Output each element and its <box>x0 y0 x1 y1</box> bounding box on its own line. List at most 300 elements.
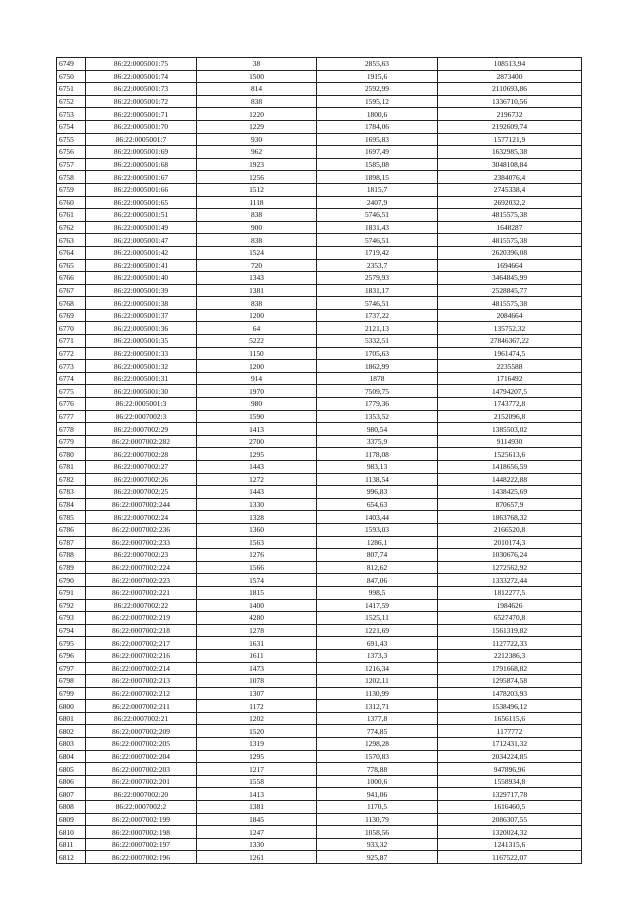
row-number-cell: 6767 <box>57 284 86 297</box>
value-cell: 9114930 <box>438 435 582 448</box>
rate-cell: 1737,22 <box>317 309 438 322</box>
area-cell: 1295 <box>197 448 317 461</box>
cadastral-number-cell: 86:22:0007002:233 <box>86 536 197 549</box>
cadastral-number-cell: 86:22:0005001:47 <box>86 234 197 247</box>
rate-cell: 1878 <box>317 372 438 385</box>
cadastral-number-cell: 86:22:0007002:244 <box>86 498 197 511</box>
rate-cell: 774,85 <box>317 725 438 738</box>
table-row <box>57 120 582 133</box>
row-number-cell: 6780 <box>57 448 86 461</box>
table-row <box>57 259 582 272</box>
value-cell: 1961474,5 <box>438 347 582 360</box>
cadastral-number-cell: 86:22:0007002:216 <box>86 649 197 662</box>
cadastral-number-cell: 86:22:0007002:201 <box>86 775 197 788</box>
cadastral-number-cell: 86:22:0007002:199 <box>86 813 197 826</box>
table-row <box>57 435 582 448</box>
value-cell: 1329717,78 <box>438 788 582 801</box>
cadastral-number-cell: 86:22:0007002:213 <box>86 675 197 688</box>
row-number-cell: 6757 <box>57 158 86 171</box>
cadastral-number-cell: 86:22:0007002:221 <box>86 586 197 599</box>
row-number-cell: 6781 <box>57 461 86 474</box>
value-cell: 4815575,38 <box>438 297 582 310</box>
row-number-cell: 6802 <box>57 725 86 738</box>
value-cell: 2528845,77 <box>438 284 582 297</box>
value-cell: 1385503,02 <box>438 423 582 436</box>
table-row <box>57 284 582 297</box>
value-cell: 1333272,44 <box>438 574 582 587</box>
table-row <box>57 209 582 222</box>
value-cell: 4815575,38 <box>438 209 582 222</box>
table-row <box>57 372 582 385</box>
row-number-cell: 6772 <box>57 347 86 360</box>
value-cell: 3464845,99 <box>438 272 582 285</box>
table-row <box>57 58 582 71</box>
cadastral-number-cell: 86:22:0007002:27 <box>86 461 197 474</box>
table-row <box>57 171 582 184</box>
cadastral-number-cell: 86:22:0007002:214 <box>86 662 197 675</box>
area-cell: 1381 <box>197 801 317 814</box>
cadastral-number-cell: 86:22:0007002:196 <box>86 851 197 864</box>
value-cell: 2620396,08 <box>438 246 582 259</box>
area-cell: 900 <box>197 221 317 234</box>
rate-cell: 3375,9 <box>317 435 438 448</box>
value-cell: 135752,32 <box>438 322 582 335</box>
rate-cell: 2579,93 <box>317 272 438 285</box>
table-row <box>57 322 582 335</box>
row-number-cell: 6810 <box>57 826 86 839</box>
value-cell: 947896,96 <box>438 763 582 776</box>
rate-cell: 1058,56 <box>317 826 438 839</box>
table-body <box>57 58 582 864</box>
row-number-cell: 6770 <box>57 322 86 335</box>
row-number-cell: 6800 <box>57 700 86 713</box>
cadastral-number-cell: 86:22:0007002:203 <box>86 763 197 776</box>
area-cell: 1256 <box>197 171 317 184</box>
rate-cell: 2592,99 <box>317 83 438 96</box>
table-row <box>57 246 582 259</box>
row-number-cell: 6804 <box>57 750 86 763</box>
row-number-cell: 6778 <box>57 423 86 436</box>
table-row <box>57 612 582 625</box>
cadastral-number-cell: 86:22:0005001:42 <box>86 246 197 259</box>
value-cell: 1030676,24 <box>438 549 582 562</box>
rate-cell: 1353,52 <box>317 410 438 423</box>
value-cell: 2692032,2 <box>438 196 582 209</box>
table-row <box>57 649 582 662</box>
table-row <box>57 662 582 675</box>
value-cell: 1656115,6 <box>438 712 582 725</box>
rate-cell: 1815,7 <box>317 183 438 196</box>
row-number-cell: 6764 <box>57 246 86 259</box>
rate-cell: 5332,51 <box>317 335 438 348</box>
value-cell: 14794207,5 <box>438 385 582 398</box>
area-cell: 914 <box>197 372 317 385</box>
cadastral-number-cell: 86:22:0005001:31 <box>86 372 197 385</box>
value-cell: 1241315,6 <box>438 838 582 851</box>
area-cell: 838 <box>197 234 317 247</box>
row-number-cell: 6765 <box>57 259 86 272</box>
row-number-cell: 6768 <box>57 297 86 310</box>
area-cell: 1200 <box>197 360 317 373</box>
rate-cell: 1373,3 <box>317 649 438 662</box>
rate-cell: 1593,03 <box>317 523 438 536</box>
data-table <box>56 57 582 864</box>
table-row <box>57 599 582 612</box>
cadastral-number-cell: 86:22:0005001:72 <box>86 95 197 108</box>
rate-cell: 1178,08 <box>317 448 438 461</box>
cadastral-number-cell: 86:22:0005001:68 <box>86 158 197 171</box>
value-cell: 2192609,74 <box>438 120 582 133</box>
cadastral-number-cell: 86:22:0007002:209 <box>86 725 197 738</box>
table-row <box>57 83 582 96</box>
cadastral-number-cell: 86:22:0007002:25 <box>86 486 197 499</box>
cadastral-number-cell: 86:22:0007002:3 <box>86 410 197 423</box>
table-row <box>57 398 582 411</box>
table-row <box>57 133 582 146</box>
area-cell: 1307 <box>197 687 317 700</box>
row-number-cell: 6777 <box>57 410 86 423</box>
cadastral-number-cell: 86:22:0005001:38 <box>86 297 197 310</box>
area-cell: 930 <box>197 133 317 146</box>
row-number-cell: 6753 <box>57 108 86 121</box>
cadastral-number-cell: 86:22:0007002:26 <box>86 473 197 486</box>
row-number-cell: 6783 <box>57 486 86 499</box>
area-cell: 1413 <box>197 788 317 801</box>
area-cell: 1566 <box>197 561 317 574</box>
cadastral-number-cell: 86:22:0005001:40 <box>86 272 197 285</box>
cadastral-number-cell: 86:22:0007002:23 <box>86 549 197 562</box>
cadastral-number-cell: 86:22:0007002:219 <box>86 612 197 625</box>
cadastral-number-cell: 86:22:0007002:211 <box>86 700 197 713</box>
table-row <box>57 309 582 322</box>
table-row <box>57 851 582 864</box>
cadastral-number-cell: 86:22:0005001:41 <box>86 259 197 272</box>
cadastral-number-cell: 86:22:0007002:204 <box>86 750 197 763</box>
cadastral-number-cell: 86:22:0005001:69 <box>86 146 197 159</box>
cadastral-number-cell: 86:22:0007002:212 <box>86 687 197 700</box>
table-row <box>57 801 582 814</box>
cadastral-number-cell: 86:22:0007002:205 <box>86 738 197 751</box>
row-number-cell: 6763 <box>57 234 86 247</box>
table-row <box>57 473 582 486</box>
rate-cell: 1130,99 <box>317 687 438 700</box>
value-cell: 1632985,38 <box>438 146 582 159</box>
rate-cell: 1697,49 <box>317 146 438 159</box>
value-cell: 1694664 <box>438 259 582 272</box>
value-cell: 1336710,56 <box>438 95 582 108</box>
row-number-cell: 6782 <box>57 473 86 486</box>
value-cell: 1418656,59 <box>438 461 582 474</box>
row-number-cell: 6773 <box>57 360 86 373</box>
row-number-cell: 6803 <box>57 738 86 751</box>
rate-cell: 7509,75 <box>317 385 438 398</box>
area-cell: 4280 <box>197 612 317 625</box>
cadastral-number-cell: 86:22:0005001:70 <box>86 120 197 133</box>
row-number-cell: 6807 <box>57 788 86 801</box>
rate-cell: 1312,71 <box>317 700 438 713</box>
row-number-cell: 6750 <box>57 70 86 83</box>
area-cell: 1343 <box>197 272 317 285</box>
area-cell: 1413 <box>197 423 317 436</box>
row-number-cell: 6761 <box>57 209 86 222</box>
value-cell: 2745338,4 <box>438 183 582 196</box>
table-row <box>57 423 582 436</box>
rate-cell: 5746,51 <box>317 234 438 247</box>
area-cell: 1558 <box>197 775 317 788</box>
row-number-cell: 6749 <box>57 58 86 71</box>
rate-cell: 1862,99 <box>317 360 438 373</box>
row-number-cell: 6791 <box>57 586 86 599</box>
cadastral-number-cell: 86:22:0005001:66 <box>86 183 197 196</box>
area-cell: 1500 <box>197 70 317 83</box>
row-number-cell: 6752 <box>57 95 86 108</box>
value-cell: 2034224,85 <box>438 750 582 763</box>
table-row <box>57 498 582 511</box>
rate-cell: 1831,43 <box>317 221 438 234</box>
table-row <box>57 511 582 524</box>
value-cell: 1320024,32 <box>438 826 582 839</box>
area-cell: 1276 <box>197 549 317 562</box>
row-number-cell: 6792 <box>57 599 86 612</box>
cadastral-number-cell: 86:22:0007002:2 <box>86 801 197 814</box>
cadastral-number-cell: 86:22:0005001:7 <box>86 133 197 146</box>
rate-cell: 847,06 <box>317 574 438 587</box>
row-number-cell: 6799 <box>57 687 86 700</box>
table-row <box>57 561 582 574</box>
rate-cell: 5746,51 <box>317 209 438 222</box>
rate-cell: 1298,28 <box>317 738 438 751</box>
value-cell: 1525613,6 <box>438 448 582 461</box>
row-number-cell: 6797 <box>57 662 86 675</box>
table-row <box>57 586 582 599</box>
table-row <box>57 750 582 763</box>
area-cell: 1443 <box>197 486 317 499</box>
value-cell: 6527470,8 <box>438 612 582 625</box>
area-cell: 1923 <box>197 158 317 171</box>
area-cell: 1360 <box>197 523 317 536</box>
rate-cell: 2407,9 <box>317 196 438 209</box>
rate-cell: 1705,63 <box>317 347 438 360</box>
table-row <box>57 347 582 360</box>
area-cell: 1172 <box>197 700 317 713</box>
cadastral-number-cell: 86:22:0007002:29 <box>86 423 197 436</box>
area-cell: 838 <box>197 95 317 108</box>
table-row <box>57 675 582 688</box>
table-row <box>57 687 582 700</box>
value-cell: 2166520,8 <box>438 523 582 536</box>
value-cell: 4815575,38 <box>438 234 582 247</box>
value-cell: 1812277,5 <box>438 586 582 599</box>
rate-cell: 1779,36 <box>317 398 438 411</box>
value-cell: 2212386,3 <box>438 649 582 662</box>
cadastral-number-cell: 86:22:0005001:65 <box>86 196 197 209</box>
value-cell: 1177772 <box>438 725 582 738</box>
cadastral-number-cell: 86:22:0005001:33 <box>86 347 197 360</box>
rate-cell: 1286,1 <box>317 536 438 549</box>
cadastral-number-cell: 86:22:0007002:282 <box>86 435 197 448</box>
area-cell: 1330 <box>197 498 317 511</box>
value-cell: 1127722,33 <box>438 637 582 650</box>
rate-cell: 1525,11 <box>317 612 438 625</box>
value-cell: 2110693,86 <box>438 83 582 96</box>
area-cell: 1200 <box>197 309 317 322</box>
row-number-cell: 6774 <box>57 372 86 385</box>
table-row <box>57 763 582 776</box>
row-number-cell: 6787 <box>57 536 86 549</box>
cadastral-number-cell: 86:22:0007002:217 <box>86 637 197 650</box>
area-cell: 1563 <box>197 536 317 549</box>
value-cell: 1648287 <box>438 221 582 234</box>
rate-cell: 1377,8 <box>317 712 438 725</box>
table-row <box>57 523 582 536</box>
area-cell: 2700 <box>197 435 317 448</box>
row-number-cell: 6756 <box>57 146 86 159</box>
table-row <box>57 158 582 171</box>
area-cell: 1330 <box>197 838 317 851</box>
value-cell: 1791668,82 <box>438 662 582 675</box>
row-number-cell: 6798 <box>57 675 86 688</box>
area-cell: 1261 <box>197 851 317 864</box>
value-cell: 2196732 <box>438 108 582 121</box>
row-number-cell: 6790 <box>57 574 86 587</box>
cadastral-number-cell: 86:22:0007002:28 <box>86 448 197 461</box>
value-cell: 2152096,8 <box>438 410 582 423</box>
area-cell: 1295 <box>197 750 317 763</box>
value-cell: 1743772,8 <box>438 398 582 411</box>
area-cell: 962 <box>197 146 317 159</box>
value-cell: 2084664 <box>438 309 582 322</box>
row-number-cell: 6789 <box>57 561 86 574</box>
cadastral-number-cell: 86:22:0007002:22 <box>86 599 197 612</box>
table-row <box>57 385 582 398</box>
rate-cell: 2353,7 <box>317 259 438 272</box>
row-number-cell: 6809 <box>57 813 86 826</box>
value-cell: 108513,94 <box>438 58 582 71</box>
value-cell: 1616460,5 <box>438 801 582 814</box>
cadastral-number-cell: 86:22:0007002:224 <box>86 561 197 574</box>
cadastral-number-cell: 86:22:0005001:74 <box>86 70 197 83</box>
cadastral-number-cell: 86:22:0005001:49 <box>86 221 197 234</box>
value-cell: 1716492 <box>438 372 582 385</box>
value-cell: 1558934,8 <box>438 775 582 788</box>
value-cell: 1295874,58 <box>438 675 582 688</box>
area-cell: 1078 <box>197 675 317 688</box>
table-row <box>57 221 582 234</box>
cadastral-number-cell: 86:22:0005001:73 <box>86 83 197 96</box>
area-cell: 1118 <box>197 196 317 209</box>
row-number-cell: 6759 <box>57 183 86 196</box>
rate-cell: 1570,83 <box>317 750 438 763</box>
row-number-cell: 6771 <box>57 335 86 348</box>
area-cell: 1217 <box>197 763 317 776</box>
table-row <box>57 196 582 209</box>
area-cell: 1400 <box>197 599 317 612</box>
value-cell: 1863768,32 <box>438 511 582 524</box>
rate-cell: 1202,11 <box>317 675 438 688</box>
value-cell: 1984626 <box>438 599 582 612</box>
rate-cell: 778,88 <box>317 763 438 776</box>
value-cell: 3048108,84 <box>438 158 582 171</box>
rate-cell: 2121,13 <box>317 322 438 335</box>
area-cell: 1574 <box>197 574 317 587</box>
area-cell: 1328 <box>197 511 317 524</box>
area-cell: 1590 <box>197 410 317 423</box>
cadastral-number-cell: 86:22:0005001:36 <box>86 322 197 335</box>
value-cell: 2873400 <box>438 70 582 83</box>
table-row <box>57 360 582 373</box>
value-cell: 1438425,69 <box>438 486 582 499</box>
table-row <box>57 536 582 549</box>
area-cell: 1473 <box>197 662 317 675</box>
row-number-cell: 6806 <box>57 775 86 788</box>
table-row <box>57 108 582 121</box>
cadastral-number-cell: 86:22:0005001:32 <box>86 360 197 373</box>
area-cell: 1247 <box>197 826 317 839</box>
value-cell: 2235588 <box>438 360 582 373</box>
area-cell: 1443 <box>197 461 317 474</box>
cadastral-number-cell: 86:22:0005001:71 <box>86 108 197 121</box>
rate-cell: 1170,5 <box>317 801 438 814</box>
area-cell: 1381 <box>197 284 317 297</box>
rate-cell: 654,63 <box>317 498 438 511</box>
row-number-cell: 6754 <box>57 120 86 133</box>
area-cell: 1631 <box>197 637 317 650</box>
row-number-cell: 6788 <box>57 549 86 562</box>
area-cell: 1970 <box>197 385 317 398</box>
rate-cell: 1138,54 <box>317 473 438 486</box>
value-cell: 1167522,07 <box>438 851 582 864</box>
area-cell: 1524 <box>197 246 317 259</box>
rate-cell: 812,62 <box>317 561 438 574</box>
rate-cell: 1898,15 <box>317 171 438 184</box>
table-row <box>57 448 582 461</box>
rate-cell: 933,32 <box>317 838 438 851</box>
area-cell: 1319 <box>197 738 317 751</box>
area-cell: 720 <box>197 259 317 272</box>
rate-cell: 1800,6 <box>317 108 438 121</box>
area-cell: 1202 <box>197 712 317 725</box>
rate-cell: 1403,44 <box>317 511 438 524</box>
cadastral-number-cell: 86:22:0007002:198 <box>86 826 197 839</box>
value-cell: 2086307,55 <box>438 813 582 826</box>
cadastral-number-cell: 86:22:0007002:236 <box>86 523 197 536</box>
rate-cell: 1695,83 <box>317 133 438 146</box>
table-row <box>57 725 582 738</box>
rate-cell: 1585,08 <box>317 158 438 171</box>
cadastral-number-cell: 86:22:0007002:24 <box>86 511 197 524</box>
row-number-cell: 6751 <box>57 83 86 96</box>
row-number-cell: 6755 <box>57 133 86 146</box>
table-row <box>57 813 582 826</box>
table-row <box>57 70 582 83</box>
value-cell: 1478203,93 <box>438 687 582 700</box>
table-row <box>57 826 582 839</box>
rate-cell: 807,74 <box>317 549 438 562</box>
area-cell: 1611 <box>197 649 317 662</box>
table-row <box>57 95 582 108</box>
cadastral-number-cell: 86:22:0007002:223 <box>86 574 197 587</box>
table-row <box>57 297 582 310</box>
area-cell: 980 <box>197 398 317 411</box>
rate-cell: 996,83 <box>317 486 438 499</box>
table-row <box>57 486 582 499</box>
rate-cell: 983,13 <box>317 461 438 474</box>
row-number-cell: 6766 <box>57 272 86 285</box>
rate-cell: 1130,79 <box>317 813 438 826</box>
row-number-cell: 6795 <box>57 637 86 650</box>
cadastral-number-cell: 86:22:0005001:51 <box>86 209 197 222</box>
area-cell: 1272 <box>197 473 317 486</box>
